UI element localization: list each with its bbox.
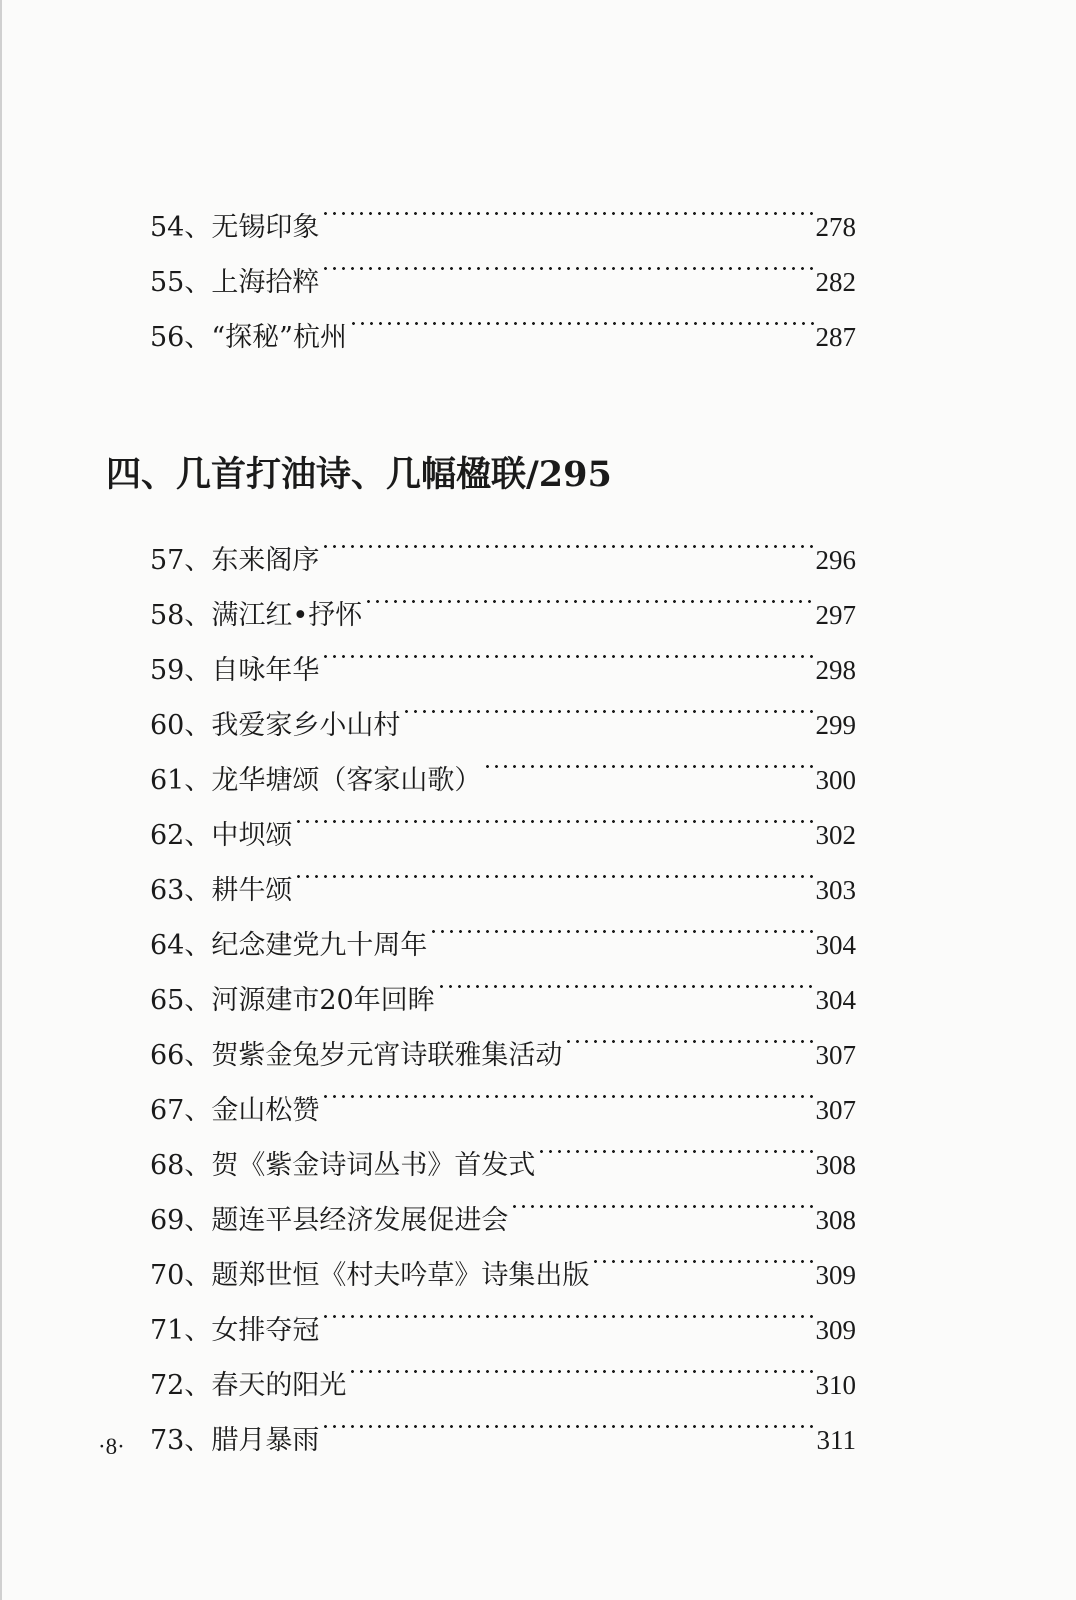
section-heading: 四、几首打油诗、几幅楹联/295 — [106, 454, 612, 495]
toc-entry-number: 62、 — [150, 820, 212, 851]
toc-entry — [150, 514, 856, 576]
toc-entry-number: 63、 — [150, 875, 212, 906]
toc-entry-number: 58、 — [150, 600, 212, 631]
toc-entry-number: 60、 — [150, 710, 212, 741]
toc-entry-title: 我爱家乡小山村 — [211, 710, 401, 741]
toc-entry-page: 300 — [815, 765, 856, 795]
toc-entry-number: 69、 — [150, 1205, 212, 1236]
toc-entry-page: 282 — [815, 267, 856, 297]
dot-leader — [437, 954, 814, 1009]
dot-leader — [294, 789, 813, 844]
toc-entry-page: 297 — [815, 600, 856, 630]
toc-entry-number: 59、 — [150, 655, 212, 686]
toc-entry-number: 73、 — [150, 1425, 212, 1456]
toc-entry-number: 70、 — [150, 1260, 212, 1291]
toc-entry-title: 上海拾粹 — [211, 267, 320, 298]
toc-entry-title: 腊月暴雨 — [211, 1425, 320, 1456]
toc-entry-title: “探秘”杭州 — [211, 322, 347, 353]
toc-entry-title: 中坝颂 — [211, 820, 293, 851]
dot-leader — [321, 624, 813, 679]
toc-entry-title: 金山松赞 — [211, 1095, 320, 1126]
dot-leader — [364, 569, 813, 624]
dot-leader — [321, 236, 813, 291]
toc-entry-number: 54、 — [150, 212, 212, 243]
page-number: ·8· — [98, 1434, 125, 1459]
dot-leader — [348, 1339, 813, 1394]
toc-entry-number: 56、 — [150, 322, 212, 353]
toc-entry-page: 310 — [815, 1370, 856, 1400]
dot-leader — [321, 181, 813, 236]
toc-entry-number: 57、 — [150, 545, 212, 576]
toc-entry-page: 304 — [815, 985, 856, 1015]
toc-entry-title: 题连平县经济发展促进会 — [211, 1205, 509, 1236]
dot-leader — [429, 899, 813, 954]
toc-block-lower — [150, 514, 856, 1456]
toc-entry-page: 304 — [815, 930, 856, 960]
toc-entry-page: 309 — [815, 1260, 856, 1290]
dot-leader — [321, 514, 813, 569]
toc-entry-title: 自咏年华 — [211, 655, 320, 686]
toc-entry-number: 61、 — [150, 765, 212, 796]
dot-leader — [349, 291, 814, 346]
toc-entry-page: 296 — [815, 545, 856, 575]
dot-leader — [510, 1174, 813, 1229]
toc-entry-number: 65、 — [150, 985, 212, 1016]
toc-entry-number: 72、 — [150, 1370, 212, 1401]
toc-entry — [150, 181, 856, 243]
toc-entry-title: 无锡印象 — [211, 212, 320, 243]
toc-entry-title: 耕牛颂 — [211, 875, 293, 906]
dot-leader — [321, 1284, 813, 1339]
toc-entry-title: 题郑世恒《村夫吟草》诗集出版 — [211, 1260, 590, 1291]
toc-entry-number: 55、 — [150, 267, 212, 298]
dot-leader — [321, 1064, 813, 1119]
toc-entry-title: 龙华塘颂（客家山歌） — [211, 765, 482, 796]
dot-leader — [294, 844, 813, 899]
toc-entry-title: 女排夺冠 — [211, 1315, 320, 1346]
toc-entry-page: 287 — [815, 322, 856, 352]
toc-entry-title: 贺紫金兔岁元宵诗联雅集活动 — [211, 1040, 563, 1071]
toc-entry-page: 308 — [815, 1205, 856, 1235]
toc-entry-title: 春天的阳光 — [211, 1370, 347, 1401]
toc-entry-number: 68、 — [150, 1150, 212, 1181]
toc-entry-title: 河源建市20年回眸 — [211, 985, 435, 1016]
toc-entry-title: 东来阁序 — [211, 545, 320, 576]
toc-entry-page: 311 — [816, 1425, 856, 1455]
toc-entry-page: 309 — [815, 1315, 856, 1345]
toc-entry-page: 303 — [815, 875, 856, 905]
toc-entry-page: 308 — [815, 1150, 856, 1180]
toc-entry-number: 71、 — [150, 1315, 212, 1346]
dot-leader — [402, 679, 813, 734]
toc-entry-page: 307 — [815, 1040, 856, 1070]
dot-leader — [537, 1119, 813, 1174]
toc-entry-page: 278 — [815, 212, 856, 242]
dot-leader — [591, 1229, 813, 1284]
dot-leader — [483, 734, 813, 789]
dot-leader — [564, 1009, 813, 1064]
toc-entry-number: 64、 — [150, 930, 212, 961]
toc-entry-number: 66、 — [150, 1040, 212, 1071]
toc-entry-title: 纪念建党九十周年 — [211, 930, 428, 961]
toc-entry-page: 307 — [815, 1095, 856, 1125]
toc-entry-page: 302 — [815, 820, 856, 850]
toc-entry-page: 299 — [815, 710, 856, 740]
toc-entry-title: 贺《紫金诗词丛书》首发式 — [211, 1150, 536, 1181]
toc-block-upper — [150, 181, 856, 353]
toc-entry-number: 67、 — [150, 1095, 212, 1126]
toc-entry-title: 满江红•抒怀 — [211, 600, 363, 631]
dot-leader — [321, 1394, 814, 1449]
page-edge — [0, 0, 2, 1600]
toc-entry-page: 298 — [815, 655, 856, 685]
